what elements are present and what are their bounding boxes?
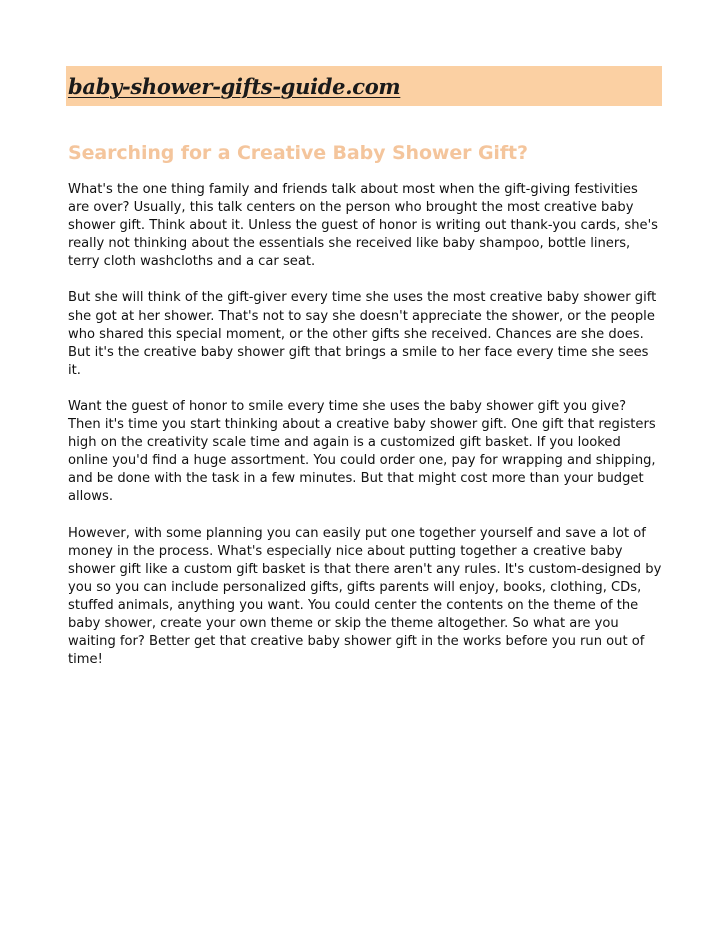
- document-page: [66, 66, 662, 687]
- article-body: [66, 181, 662, 669]
- article-paragraph-1: What's the one thing family and friends talk about most when the gift-giving festivities are over? Usually, this talk centers on the person who brought the most creative baby shower gift. Think about it. Unless the guest of honor is writing out thank-you cards, she's really not thinking about the essentials she received like baby shampoo, bottle liners, terry cloth washcloths and a car seat.: [68, 182, 658, 270]
- article-paragraph-3: Want the guest of honor to smile every time she uses the baby shower gift you give? Then it's time you start thinking about a creative baby shower gift. One gift that registers high on the creativity scale time and again is a customized gift basket. If you looked online you'd find a huge assortment. You could order one, pay for wrapping and shipping, and be done with the task in a few minutes. But that might cost more than your budget allows.: [68, 398, 656, 505]
- article-title: Searching for a Creative Baby Shower Gift?: [68, 142, 528, 164]
- site-header-bar: [66, 66, 662, 106]
- article-paragraph-2: But she will think of the gift-giver every time she uses the most creative baby shower gift she got at her shower. That's not to say she doesn't appreciate the shower, or the people who shared this special moment, or the other gifts she received. Chances are she does. But it's the creative baby shower gift that brings a smile to her face every time she sees it.: [68, 290, 657, 378]
- article-paragraph-4: However, with some planning you can easily put one together yourself and save a lot of money in the process. What's especially nice about putting together a creative baby shower gift like a custom gift basket is that there aren't any rules. It's custom-designed by you so you can include personalized gifts, gifts parents will enjoy, books, clothing, CDs, stuffed animals, anything you want. You could center the contents on the theme of the baby shower, create your own theme or skip the theme altogether. So what are you waiting for? Better get that creative baby shower gift in the works before you run out of time!: [68, 525, 662, 668]
- site-name-link[interactable]: baby-shower-gifts-guide.com: [68, 73, 401, 99]
